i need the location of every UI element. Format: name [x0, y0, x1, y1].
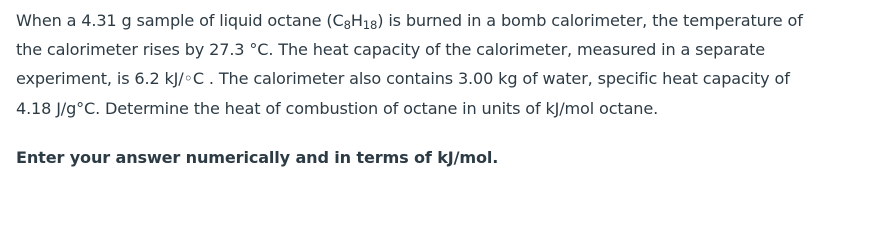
- carbon-subscript: 8: [343, 18, 351, 33]
- problem-line-1-end: ) is burned in a bomb calorimeter, the temperature of: [377, 11, 803, 30]
- problem-line-3: experiment, is 6.2 kJ/◦C . The calorimeter also contains 3.00 kg of water, specific heat capacity of: [16, 69, 790, 89]
- problem-text: [16, 6, 891, 123]
- problem-line-1-start: When a 4.31 g sample of liquid octane (C: [16, 11, 344, 30]
- problem-line-2: the calorimeter rises by 27.3 °C. The heat capacity of the calorimeter, measured in a separate: [16, 40, 766, 60]
- hydrogen-subscript: 18: [362, 18, 378, 33]
- answer-instruction: Enter your answer numerically and in terms of kJ/mol.: [16, 148, 499, 167]
- hydrogen-symbol: H: [350, 11, 363, 30]
- problem-line-1: [16, 6, 891, 35]
- question-block: [16, 6, 891, 167]
- problem-line-4: 4.18 J/g°C. Determine the heat of combustion of octane in units of kJ/mol octane.: [16, 98, 659, 118]
